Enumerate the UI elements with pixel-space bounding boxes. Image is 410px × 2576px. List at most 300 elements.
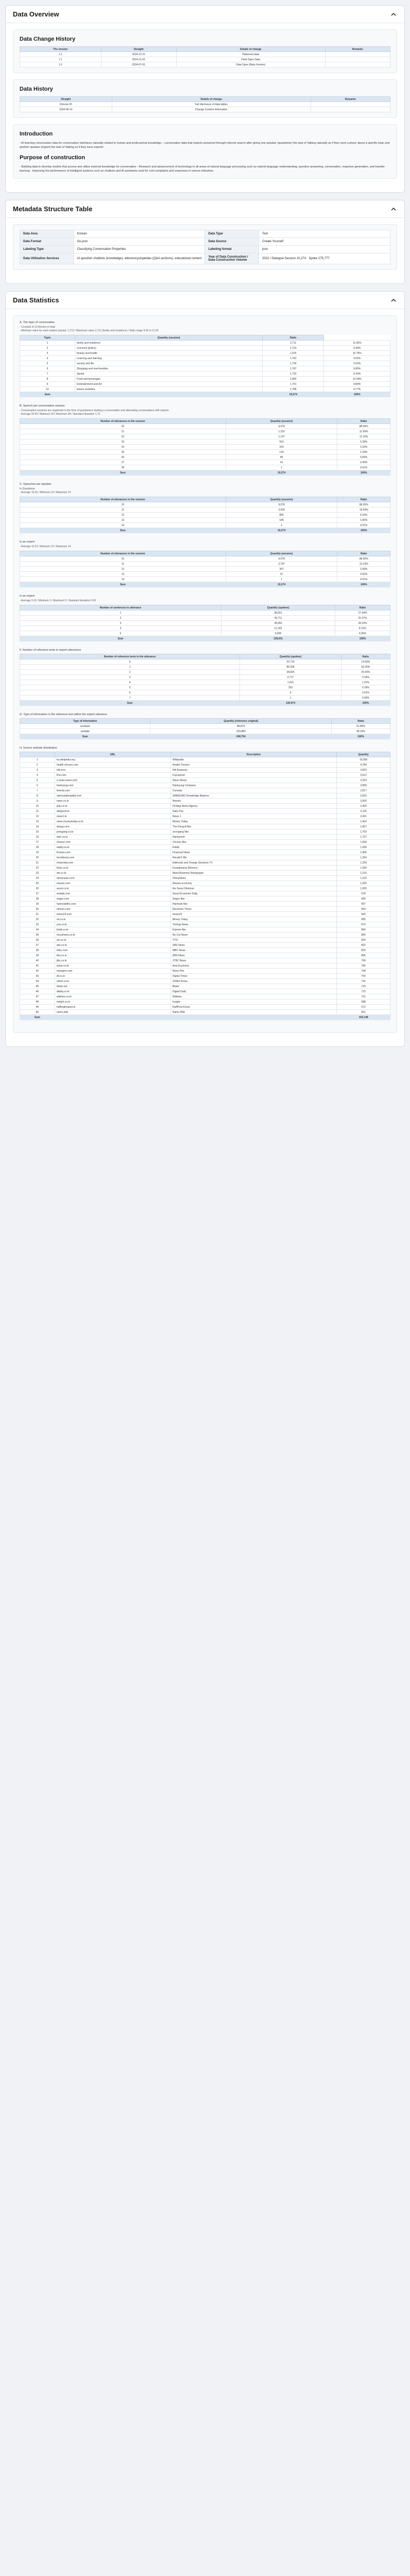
table-cell: 140,974: [240, 701, 341, 706]
table-cell: [311, 107, 390, 112]
table-cell: 1,759: [337, 829, 390, 835]
table-cell: 9.43%: [324, 371, 390, 377]
column-header: Ratio: [332, 719, 390, 724]
data-statistics-body: [6, 309, 404, 1046]
table-cell: Money Today: [170, 819, 336, 824]
table-row: [20, 62, 390, 67]
table-cell: bloter.net: [55, 984, 170, 989]
stats-block-note: - Consists of 10 themes in total: [20, 326, 55, 329]
table-cell: chosun.com: [55, 840, 170, 845]
table-cell: 26: [20, 886, 55, 891]
table-row: [20, 670, 390, 675]
table-cell: 23: [20, 439, 226, 445]
table-cell: Insight: [170, 999, 336, 1005]
table-cell: Food and beverages: [75, 377, 263, 382]
table-cell: 13.13%: [337, 562, 390, 567]
table-cell: Final Open Data: [176, 57, 325, 62]
column-header: Ratio: [337, 419, 390, 424]
table-row: [20, 675, 390, 680]
table-cell: 60.25%: [341, 665, 390, 670]
table-row: [20, 1010, 390, 1015]
stats-table-d: [20, 551, 390, 587]
table-cell: 2024-06-14: [20, 107, 112, 112]
table-row: [20, 943, 390, 948]
table-cell: 688: [337, 999, 390, 1005]
table-cell: 0.01%: [341, 690, 390, 696]
table-cell: 43: [20, 974, 55, 979]
metadata-value: AI question chatbots (knowledge), wikis/encyclopedias (Q&A sections), educational content: [74, 253, 205, 264]
data-history-title: Data History: [20, 86, 53, 92]
table-cell: Wikipedia: [170, 757, 336, 762]
table-row: [20, 665, 390, 670]
table-cell: 12: [20, 513, 226, 518]
stats-block-title: H. Source website distribution: [20, 747, 57, 750]
table-row: [20, 778, 390, 783]
data-overview-header[interactable]: [6, 6, 404, 23]
table-cell: Digital Times: [170, 974, 336, 979]
table-cell: 41: [226, 460, 337, 465]
table-sum-row: [20, 1015, 390, 1020]
table-cell: 35: [20, 933, 55, 938]
table-cell: 9: [20, 799, 55, 804]
stats-block-title: In an expert: [20, 595, 35, 598]
column-header: Number of reference texts in the utterance: [20, 654, 240, 659]
table-row: [20, 855, 390, 860]
table-cell: 19.54%: [337, 507, 390, 513]
table-row: [20, 523, 390, 528]
table-cell: 2024-12-21: [101, 52, 176, 57]
table-cell: 2,711: [262, 341, 324, 346]
table-cell: 7: [20, 371, 75, 377]
change-history-table: [20, 46, 390, 67]
table-cell: 0.01%: [337, 465, 390, 470]
table-row: [20, 346, 390, 351]
table-row: [20, 907, 390, 912]
metadata-body: [6, 218, 404, 283]
table-cell: 2: [20, 762, 55, 768]
table-cell: 866: [337, 927, 390, 933]
table-cell: Digital Daily: [170, 989, 336, 994]
table-row: [20, 871, 390, 876]
table-cell: Bloter: [170, 984, 336, 989]
table-cell: News 1: [170, 814, 336, 819]
table-cell: 5: [20, 685, 240, 690]
table-row: [20, 616, 390, 621]
column-header: Quantity (spoken): [221, 605, 335, 611]
table-row: [20, 434, 390, 439]
table-cell: 38: [20, 948, 55, 953]
table-cell: Hankyung Company: [170, 783, 336, 788]
table-cell: 1.01%: [341, 680, 390, 685]
table-cell: 0.01%: [337, 523, 390, 528]
chevron-up-icon[interactable]: [390, 206, 397, 213]
table-cell: 0: [20, 659, 240, 665]
table-cell: nocutnews.co.kr: [55, 933, 170, 938]
table-cell: 25: [20, 881, 55, 886]
table-cell: 88.36%: [337, 424, 390, 429]
metadata-value: Korean: [74, 230, 205, 238]
table-cell: seoul.co.kr: [55, 886, 170, 891]
table-cell: 50: [20, 1010, 55, 1015]
table-row: [20, 356, 390, 361]
table-row: [20, 840, 390, 845]
introduction-text: - AI learning conversation data for conversation interfaces naturally related to human and professional knowledge – conversation data that experts answered through Internet search after giving one speaker (questioner) the task of 'talking naturally as if they were curious' about a specific topic and another speaker (expert) the task of 'talking as if they were experts'.: [20, 142, 390, 149]
table-cell: YTN: [170, 938, 336, 943]
column-header: Ratio: [262, 335, 324, 341]
table-cell: No Cut News: [170, 933, 336, 938]
table-row: [20, 850, 390, 855]
table-cell: 3,829: [337, 768, 390, 773]
table-cell: Health Chosun: [170, 762, 336, 768]
table-row: [20, 341, 390, 346]
stats-block-note: - Average 3.13 / Minimum 1 / Maximum 5 / Standard deviation 0.93: [20, 599, 96, 602]
table-cell: Financial News: [170, 850, 336, 855]
data-overview-body: [6, 23, 404, 192]
table-row: [20, 793, 390, 799]
table-row: [20, 567, 390, 572]
table-cell: 1,000: [337, 886, 390, 891]
table-cell: Newsis economy: [170, 881, 336, 886]
table-cell: 4,717: [240, 675, 341, 680]
table-cell: 42: [20, 969, 55, 974]
table-cell: jinju.co.kr: [55, 804, 170, 809]
table-row: [20, 876, 390, 881]
table-cell: SBS News: [170, 943, 336, 948]
table-cell: 855: [337, 933, 390, 938]
table-cell: 27: [20, 460, 226, 465]
table-cell: 47: [20, 994, 55, 999]
chevron-up-icon[interactable]: [390, 297, 397, 304]
column-header: Ratio: [337, 551, 390, 556]
stats-block-note: - Average 10.29 / Minimum 10 / Maximum 14: [20, 491, 71, 494]
table-cell: 9: [240, 690, 341, 696]
column-header: Type of information: [20, 719, 150, 724]
table-row: [20, 788, 390, 793]
table-header-row: [20, 497, 390, 502]
data-history-table: [20, 96, 390, 112]
table-row: [20, 953, 390, 958]
table-cell: Segye Ilbo: [170, 896, 336, 902]
table-cell: 3,512: [337, 773, 390, 778]
table-cell: OhmyNews: [170, 876, 336, 881]
table-cell: Asia Economy: [170, 963, 336, 969]
table-cell: 741: [337, 979, 390, 984]
metadata-header[interactable]: [6, 200, 404, 218]
table-cell: 1: [20, 757, 55, 762]
stats-block-note: - Average 10.23 / Minimum 10 / Maximum 14: [20, 545, 71, 548]
table-cell: 4.06%: [335, 631, 390, 636]
table-cell: 38,551: [221, 611, 335, 616]
stats-table-h: [20, 752, 390, 1020]
table-row: [20, 845, 390, 850]
table-cell: 10,274: [226, 470, 337, 476]
table-row: [20, 933, 390, 938]
stats-block-f: [20, 649, 390, 706]
table-row: [20, 799, 390, 804]
table-row: [20, 922, 390, 927]
introduction-title: Introduction: [20, 131, 53, 137]
table-cell: the Seoul Shinmun: [170, 886, 336, 891]
table-cell: 33: [20, 922, 55, 927]
table-header-row: [20, 551, 390, 556]
table-cell: 672: [337, 1005, 390, 1010]
chevron-up-icon[interactable]: [390, 11, 397, 18]
table-cell: 307: [226, 567, 337, 572]
table-cell: kmmal.com: [55, 788, 170, 793]
table-cell: 88.36%: [337, 502, 390, 507]
data-statistics-title: Data Statistics: [13, 296, 59, 304]
table-cell: 19: [20, 850, 55, 855]
table-row: [20, 989, 390, 994]
stats-table-f: [20, 654, 390, 706]
table-cell: 3: [20, 621, 221, 626]
table-cell: hankyung.com: [55, 783, 170, 788]
table-row: [20, 382, 390, 387]
column-header: Number of utterances in the session: [20, 419, 226, 424]
table-row: [20, 52, 390, 57]
table-cell: 41: [20, 963, 55, 969]
column-header: Quantity (session): [226, 551, 337, 556]
table-row: [20, 351, 390, 356]
table-cell: [325, 62, 390, 67]
table-row: [20, 460, 390, 465]
column-header: Quantity (session): [226, 497, 337, 502]
column-header: [20, 752, 55, 757]
table-cell: 8.10%: [335, 626, 390, 631]
table-cell: MBC News: [170, 948, 336, 953]
table-cell: 12: [20, 567, 226, 572]
table-cell: SAMSUNG Knowledge Balance: [170, 793, 336, 799]
table-cell: 1: [240, 696, 341, 701]
stats-block-note: - Minimum value for each subject (quota): 1,713 / Maximum value 2,711 (family and residence) / Ratio range 9.43 to 11.55: [20, 329, 159, 332]
table-cell: KBS News: [170, 953, 336, 958]
table-row: [20, 465, 390, 470]
column-header: Remarks: [325, 47, 390, 52]
table-row: [20, 1005, 390, 1010]
table-row: [20, 611, 390, 616]
table-cell: yna.co.kr: [55, 922, 170, 927]
table-cell: 1,339: [337, 860, 390, 866]
stats-block-subtitle: In Questioner: [20, 487, 36, 490]
metadata-value: Create Yourself: [259, 238, 390, 246]
table-row: [20, 631, 390, 636]
table-row: [20, 572, 390, 577]
table-cell: 39: [20, 953, 55, 958]
table-cell: news.moneytoday.co.kr: [55, 819, 170, 824]
table-cell: society and life: [75, 361, 263, 366]
table-cell: 21: [20, 860, 55, 866]
table-cell: sedaily.com: [55, 891, 170, 896]
metadata-panel: [13, 224, 397, 270]
table-cell: 1: [226, 465, 337, 470]
table-row: [20, 680, 390, 685]
metadata-table: [20, 230, 390, 264]
table-cell: 13: [20, 819, 55, 824]
table-cell: 11.16%: [337, 434, 390, 439]
table-cell: 0.00%: [341, 696, 390, 701]
table-cell: 3: [20, 675, 240, 680]
table-cell: zdnet.co.kr: [55, 979, 170, 984]
table-cell: 159,880: [150, 729, 332, 734]
table-cell: 6: [20, 783, 55, 788]
table-cell: 100%: [337, 582, 390, 587]
table-cell: 20: [20, 424, 226, 429]
table-row: [20, 562, 390, 567]
table-sum-row: [20, 636, 390, 641]
table-cell: hankookilbo.com: [55, 902, 170, 907]
table-cell: 8: [20, 377, 75, 382]
table-cell: 1: [226, 523, 337, 528]
table-cell: 0.83%: [337, 455, 390, 460]
table-cell: 1,804: [262, 377, 324, 382]
table-cell: 45: [20, 984, 55, 989]
metadata-value: json: [259, 246, 390, 253]
table-cell: 1,827: [337, 824, 390, 829]
stats-table-c: [20, 497, 390, 533]
table-sum-row: [20, 470, 390, 476]
table-row: [20, 502, 390, 507]
table-row: [20, 377, 390, 382]
table-row: [20, 804, 390, 809]
metadata-row: [20, 238, 390, 246]
table-row: [20, 891, 390, 896]
table-cell: 13: [20, 572, 226, 577]
table-row: [20, 999, 390, 1005]
table-cell: 253: [240, 685, 341, 690]
metadata-value: 2022 / Dialogue Session 10,274 · Spoke 275,777: [259, 253, 390, 264]
table-cell: ichannela.com: [55, 860, 170, 866]
table-row: [20, 835, 390, 840]
metadata-title: Metadata Structure Table: [13, 205, 93, 213]
table-cell: 10: [20, 804, 55, 809]
table-row: [20, 866, 390, 871]
table-cell: 49: [20, 1005, 55, 1010]
table-cell: 1,394: [337, 855, 390, 860]
table-cell: Editorials and Orange Structure TV: [170, 860, 336, 866]
table-row: [20, 979, 390, 984]
table-cell: Kyunghyang Shinmun: [170, 866, 336, 871]
data-overview-card: [5, 5, 405, 193]
table-cell: 2,008: [226, 507, 337, 513]
table-cell: news.co.kr: [55, 799, 170, 804]
column-header: Details of change: [112, 97, 311, 102]
column-header: Description: [170, 752, 336, 757]
table-cell: 2.99%: [337, 567, 390, 572]
table-cell: namu.wiki: [55, 1010, 170, 1015]
table-cell: 715: [337, 989, 390, 994]
table-header-row: [20, 752, 390, 757]
stats-block-g: [20, 713, 390, 739]
table-cell: 14: [20, 577, 226, 582]
table-cell: Yonhap News: [170, 922, 336, 927]
table-cell: 4,780: [337, 762, 390, 768]
table-cell: mk.co.kr: [55, 871, 170, 876]
table-cell: 28.23%: [335, 621, 390, 626]
metadata-key: Year of Data Construction / Data Construction Volume: [205, 253, 259, 264]
table-cell: 1,915: [262, 351, 324, 356]
table-cell: 0.55%: [337, 572, 390, 577]
table-cell: 2,469: [337, 804, 390, 809]
column-header: Straight: [20, 97, 112, 102]
table-cell: 1,903: [337, 819, 390, 824]
table-cell: Patterned data: [176, 52, 325, 57]
table-cell: 14.69%: [341, 659, 390, 665]
table-cell: 34: [20, 927, 55, 933]
table-cell: 1,707: [337, 835, 390, 840]
table-cell: inews24: [170, 912, 336, 917]
table-cell: samsunghospital.com: [55, 793, 170, 799]
table-header-row: [20, 335, 390, 341]
table-cell: 9,078: [226, 502, 337, 507]
table-cell: 651: [337, 1010, 390, 1015]
table-cell: 343: [226, 445, 337, 450]
table-row: [20, 429, 390, 434]
metadata-key: Data Format: [20, 238, 74, 246]
stats-block-d: [20, 540, 390, 587]
table-cell: 1,431: [240, 680, 341, 685]
table-cell: 85: [226, 455, 337, 460]
table-cell: newsis.com: [55, 881, 170, 886]
table-cell: 11.55%: [324, 341, 390, 346]
table-cell: 16: [20, 835, 55, 840]
table-cell: 1.80%: [337, 518, 390, 523]
table-cell: Division ID: [20, 102, 112, 107]
table-cell: joongang.co.kr: [55, 829, 170, 835]
table-cell: newspim.com: [55, 969, 170, 974]
column-header: Quantity (reference original): [150, 719, 332, 724]
table-cell: 8: [20, 793, 55, 799]
table-cell: 38,950: [221, 621, 335, 626]
table-header-row: [20, 605, 390, 611]
table-cell: 138,001: [221, 636, 335, 641]
table-cell: Namu Wiki: [170, 1010, 336, 1015]
table-row: [20, 917, 390, 922]
table-cell: jtbc.co.kr: [55, 958, 170, 963]
table-cell: 14: [20, 523, 226, 528]
table-cell: family and residence: [75, 341, 263, 346]
table-cell: 4: [20, 626, 221, 631]
data-statistics-header[interactable]: [6, 292, 404, 309]
table-row: [20, 809, 390, 814]
table-row: [20, 724, 390, 729]
table-cell: 20.43%: [341, 670, 390, 675]
table-cell: segye.com: [55, 896, 170, 902]
table-cell: 13: [20, 518, 226, 523]
stats-table-b: [20, 418, 390, 476]
metadata-row: [20, 253, 390, 264]
column-header: Straight: [101, 47, 176, 52]
table-row: [20, 387, 390, 392]
table-cell: Kukmin Ilbo: [170, 927, 336, 933]
table-cell: 6: [20, 690, 240, 696]
table-cell: 10: [20, 387, 75, 392]
column-header: Topic: [20, 335, 75, 341]
table-sum-row: [20, 392, 390, 397]
table-cell: Sum: [20, 392, 75, 397]
table-cell: 11,183: [221, 626, 335, 631]
table-cell: ZDNet Korea: [170, 979, 336, 984]
table-cell: 5: [20, 361, 75, 366]
table-cell: sbs.co.kr: [55, 943, 170, 948]
table-row: [20, 366, 390, 371]
column-header: Number of sentences in utterance: [20, 605, 221, 611]
table-cell: 7: [20, 788, 55, 793]
table-cell: heraldcorp.com: [55, 855, 170, 860]
table-row: [20, 513, 390, 518]
table-cell: 30: [20, 907, 55, 912]
column-header: The version: [20, 47, 101, 52]
table-cell: 44: [20, 979, 55, 984]
